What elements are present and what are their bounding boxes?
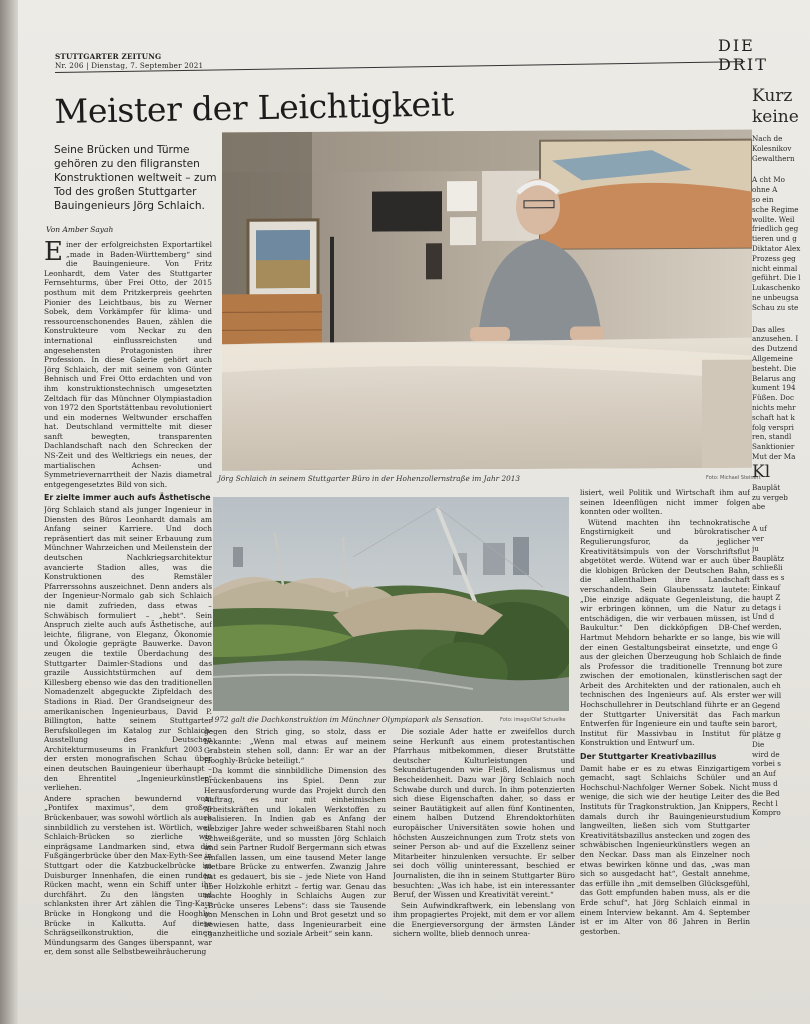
paper-name: STUTTGARTER ZEITUNG <box>55 52 162 61</box>
subheading: Er zielte immer auch aufs Ästhetische <box>44 493 211 503</box>
right-column-line: Die <box>752 739 765 749</box>
right-column-line: auch eh <box>752 681 781 690</box>
portrait-photo-drawing <box>222 130 752 471</box>
right-column-line: barort, <box>752 720 778 730</box>
right-column-line: tieren und g <box>752 234 797 244</box>
paragraph: Die soziale Ader hatte er zweifellos durch seine Herkunft aus einem protestantischen Pfarrhaus mitbekommen, dieser Brutstätte deutscher Kulturleistungen und Sekundärtugenden wie Fleiß, Idealismus und Bescheidenheit. Dazu war Jörg Schlaich noch Schwabe durch und durch. In ihm potenzierten sich diese Eigenschaften daher, so dass er seiner Bautätigkeit auf allen fünf Kontinenten, einem halben Dutzend Ehrendoktorhüten europäischer Universitäten sowie hohen und höchsten Auszeichnungen zum Trotz stets von seiner Person ab- und auf die Exzellenz seiner Mitarbeiter hinzulenken versuchte. Er selber sei doch völlig uninteressant, beschied er Journalisten, die ihn in seinem Stuttgarter Büro besuchten: „Was ich habe, ist ein interessanter Beruf, der Wissen und Kreativität vereint.“ <box>393 727 575 900</box>
portrait-caption: Jörg Schlaich in seinem Stuttgarter Büro in der Hohenzollernstraße im Jahr 2013 <box>218 474 521 483</box>
article-column-1 <box>44 240 212 1015</box>
stadium-credit: Foto: imago/Olaf Schuelke <box>500 717 566 723</box>
right-column-line: Recht l <box>752 798 778 808</box>
article-column-4 <box>580 488 750 1018</box>
right-column-line: enge G <box>752 641 778 651</box>
right-column-line: an Auf <box>752 769 776 779</box>
paragraph-text: iner der erfolgreichsten Exportartikel „made in Baden-Württemberg“ sind die Bauingenieure. Von Fritz Leonhardt, dem Vater des Stuttgarter Fernsehturms, über Frei Otto, der 2015 posthum mit dem Pritzkerpreis geehrten Pionier des Leichtbaus, bis zu Werner Sobek, dem Vorkämpfer für klima- und ressourcenschonendes Bauen, zählen die Konstrukteure vom Neckar zu den international einflussreichsten und angesehensten Protagonisten ihrer Profession. In diese Galerie gehört auch Jörg Schlaich, der mit seinem von Günter Behnisch und Frei Otto erdachten und von ihm konstruktionstechnisch umgesetzten Zeltdach für das Münchner Olympiastadion von 1972 den Sportstättenbau revolutioniert und ein modernes Weltwunder erschaffen hat. Deutschland vermittelte mit dieser sanft bewegten, transparenten Dachlandschaft nach den Schrecken der NS-Zeit und des Weltkriegs ein neues, der martialischen Achsen- und Symmetrievernarrtheit der Nazis diametral entgegengesetztes Bild von sich. <box>44 240 212 489</box>
right-column-line: sche Regime <box>752 204 799 214</box>
paragraph: Jörg Schlaich stand als junger Ingenieur in Diensten des Büros Leonhardt damals am Anfang seiner Karriere. Und doch repräsentiert das mit seiner Erbauung zum Münchner Wahrzeichen und Meilenstein der deutschen Nachkriegsarchitektur avancierte Stadion alles, was die Konstruktionen des Remstäler Pfarrerssohns auszeichnet. Denn anders als der Ingenieur-Normalo gab sich Schlaich nie damit zufrieden, dass etwas – Schwäbisch formuliert – „hebt“. Sein Anspruch zielte auch aufs Ästhetische, auf leichte, filigrane, von Eleganz, Ökonomie und Ökologie geprägte Bauwerke. Davon zeugen die textile Überdachung des Stuttgarter Daimler-Stadions und das grazile Aussichtstürmchen auf dem Killesberg ebenso wie das den traditionellen Nomadenzelt abgeguckte Zipfeldach des Stadions in Riad. Der Grandseigneur des amerikanischen Ingenieurbaus, David P. Billington, hatte seinem Stuttgarter Berufskollegen im Katalog zur Schlaich-Ausstellung des Deutschen Architekturmuseums in Frankfurt 2003 – der ersten monografischen Schau über einen deutschen Bauingenieur überhaupt – den Ehrentitel „Ingenieurkünstler“ verliehen. <box>44 505 212 793</box>
paragraph <box>44 240 212 489</box>
next-section-title: DIE DRIT <box>718 36 768 74</box>
right-column-line: die Bed <box>752 788 780 798</box>
right-column-line: wer will <box>752 690 782 700</box>
right-column-line: schaft hat k <box>752 412 795 422</box>
right-column-line: Diktator Alex <box>752 244 801 253</box>
right-column-line: A uf <box>752 524 767 534</box>
right-column-line: muss d <box>752 779 778 788</box>
right-column-line: werden, <box>752 622 782 632</box>
right-column-line: ju <box>752 543 759 553</box>
right-column-line: dass es s <box>752 573 785 583</box>
right-column-line: zu vergeb <box>752 492 788 502</box>
right-column-line: anzusehen. I <box>752 334 799 344</box>
right-column-line: nicht einmal <box>752 263 798 273</box>
masthead <box>55 52 203 70</box>
paragraph: Andere sprachen bewundernd vom „Pontifex maximus“, dem großen Brückenbauer, was sowohl wörtlich als auch sinnbildlich zu verstehen ist. Wörtlich, weil Schlaich-Brücken so zierliche wie einprägsame Landmarken sind, etwa die Fußgängerbrücke über den Max-Eyth-See in Stuttgart oder die Katzbuckelbrücke im Duisburger Innenhafen, die einen runden Rücken macht, wenn ein Schiff unter ihr durchfährt. Zu den längsten und schlanksten ihrer Art zählen die Ting-Kau-Brücke in Hongkong und die Hooghly-Brücke in Kalkutta. Auf diese Schrägseilkonstruktion, die einen Mündungsarm des Ganges überspannt, war er, dem sonst alle Selbstbeweihräucherung <box>44 793 212 957</box>
right-column-line: Belarus ang <box>752 373 796 383</box>
right-column-line: markun <box>752 710 781 720</box>
right-column-line: sagt der <box>752 671 783 681</box>
right-column-line: folg verspri <box>752 422 794 432</box>
article-column-3 <box>393 727 575 1017</box>
right-column-line: Sanktionier <box>752 442 795 452</box>
right-column-line: Kl <box>752 461 771 482</box>
right-column-line: Kurz <box>752 86 793 106</box>
right-column-line: Bauplät <box>752 482 781 492</box>
page-edge-shadow <box>0 0 18 1024</box>
article-byline: Von Amber Sayah <box>46 225 114 234</box>
right-column-line: A cht Mo <box>752 175 785 185</box>
right-column-line: Und d <box>752 612 775 622</box>
paragraph: Sein Aufwindkraftwerk, ein lebenslang von ihm propagiertes Projekt, mit dem er vor allem die Energieversorgung der ärmsten Länder sichern wollte, blieb dennoch unrea- <box>393 900 575 939</box>
right-column-line: Kompro <box>752 808 781 818</box>
stadium-caption: 1972 galt die Dachkonstruktion im Münchner Olympiapark als Sensation. <box>210 715 484 724</box>
right-column-line: Einkauf <box>752 583 781 592</box>
stadium-photo <box>213 497 569 711</box>
adjacent-page-column <box>752 78 810 1024</box>
right-column-line: Allgemeine <box>752 354 793 363</box>
paragraph: gegen den Strich ging, so stolz, dass er bekannte: „Wenn mal etwas auf meinem Grabstein stehen soll, dann: Er war an der Hooghly-Brücke beteiligt.“ <box>204 727 386 765</box>
paragraph: Damit habe er es zu etwas Einzigartigem gemacht, sagt Schlaichs Schüler und Hochschul-Nachfolger Werner Sobek. Nicht wenige, die sich wie der heutige Leiter des Instituts für Tragkonstruktion, Jan Knippers, damals durch ihr Bauingenieurstudium langweilten, ließen sich vom Stuttgarter Kreativitätsbazillus anstecken und zogen des schwäbischen Ingenieurkünstlers wegen an den Neckar. Dass man als Einzelner noch etwas bewirken könne und das, „was man sich so ausgedacht hat“, Gestalt annehme, das erfülle ihn „mit demselben Glücksgefühl, das Gott empfunden haben muss, als er die Erde schuf“, hat Jörg Schlaich einmal in einem Interview bekannt. Am 4. September ist er im Alter von 86 Jahren in Berlin gestorben. <box>580 763 750 936</box>
issue-line: Nr. 206 | Dienstag, 7. September 2021 <box>55 61 204 70</box>
article-headline: Meister der Leichtigkeit <box>54 84 455 131</box>
right-column-line: de finde <box>752 651 782 661</box>
right-column-line: vorbei s <box>752 759 781 769</box>
right-column-line: wollte. Weil <box>752 214 795 224</box>
right-column-line: Das alles <box>752 324 785 334</box>
right-column-line: Nach de <box>752 134 783 143</box>
article-column-2 <box>204 727 386 1017</box>
stadium-photo-drawing <box>213 497 569 711</box>
right-column-line: Füßen. Doc <box>752 393 794 403</box>
right-column-line: kument 194 <box>752 383 796 393</box>
portrait-credit: Foto: Michael Steinert <box>706 475 761 481</box>
portrait-photo <box>222 130 752 471</box>
right-column-line: ren, standl <box>752 432 792 442</box>
right-column-line: des Dutzend <box>752 344 798 354</box>
right-column-line: keine <box>752 107 799 127</box>
drop-cap: E <box>44 240 63 267</box>
right-column-line: abe <box>752 502 766 512</box>
right-column-line: Lukaschenko <box>752 283 800 293</box>
right-column-line: wird de <box>752 749 780 759</box>
right-column-line: haupt Z <box>752 592 781 602</box>
right-column-line: so ein <box>752 195 774 204</box>
right-column-line: Gegend <box>752 700 781 710</box>
paragraph: lisiert, weil Politik und Wirtschaft ihm auf seinen Ideenflügen nicht immer folgen konnten oder wollten. <box>580 488 750 517</box>
paragraph: Wütend machten ihn technokratische Engstirnigkeit und bürokratischer Regulierungsfuror, da jeglicher Kreativitätsimpuls von der Vorschriftsflut abgetötet werde. Wütend war er auch über die klobigen Brücken der Deutschen Bahn, die allenthalben ihre Landschaft verschandeln. Sein Glaubenssatz lautete: „Die einzige adäquate Gegenleistung, die wir erbringen können, um die Natur zu entschädigen, die wir verbauen müssen, ist Baukultur.“ Den dickköpfigen DB-Chef Hartmut Mehdorn beharkte er so lange, bis der einen Gestaltungsbeirat einsetzte, und aus der gleichen Überzeugung hob Schlaich als Professor die traditionelle Trennung zwischen der emotionalen, künstlerischen Arbeit des Architekten und der rationalen, technischen des Ingenieurs auf. Als erster Hochschullehrer in Deutschland führte er an der Stuttgarter Universität das Fach Entwerfen für Ingenieure ein und taufte sein Institut für Massivbau in Institut für Konstruktion und Entwurf um. <box>580 517 750 748</box>
right-column-line: plätze g <box>752 730 781 739</box>
right-column-line: ohne A <box>752 185 778 195</box>
right-column-line: bot zure <box>752 661 783 671</box>
article-standfirst: Seine Brücken und Türme gehören zu den filigransten Konstruktionen weltweit – zum Tod des großen Stuttgarter Bauingenieurs Jörg Schlaich. <box>54 144 217 212</box>
right-column-line: friedlich geg <box>752 224 799 234</box>
subheading: Der Stuttgarter Kreativbazillus <box>580 752 717 762</box>
right-column-line: ver <box>752 534 764 543</box>
right-column-line: besteht. Die <box>752 363 797 373</box>
right-column-line: Kolesnikov <box>752 143 792 153</box>
right-column-line: ne unbeugsa <box>752 293 799 302</box>
paragraph: Da kommt die sinnbildliche Dimension des Brückenbauens ins Spiel. Denn zur Herausforderung wurde das Projekt durch den Auftrag, es nur mit einheimischen Arbeitskräften und lokalen Werkstoffen zu realisieren. In Indien gab es Anfang der siebziger Jahre weder schweißbaren Stahl noch Schweißgeräte, und so mussten Jörg Schlaich und sein Partner Rudolf Bergermann sich etwas einfallen lassen, um eine tausend Meter lange nietbare Brücke zu entwerfen. Zwanzig Jahre hat es gedauert, bis sie – jede Niete von Hand über Holzkohle erhitzt – fertig war. Genau das machte Hooghly in Schlaichs Augen zur „Brücke unseres Lebens“: dass sie Tausende von Menschen in Lohn und Brot gesetzt und so bewiesen hatte, dass Ingenieurarbeit eine „ganzheitliche und soziale Arbeit“ sein kann. <box>204 766 386 939</box>
right-column-line: Gewalthern <box>752 153 795 163</box>
right-column-line: Mut der Ma <box>752 452 796 461</box>
right-column-line: Schau zu ste <box>752 302 799 312</box>
right-column-line: wie will <box>752 632 781 641</box>
right-column-line: detags i <box>752 602 781 612</box>
right-column-line: geführt. Die l <box>752 273 801 283</box>
right-column-line: nichts mehr <box>752 403 796 412</box>
right-column-line: Prozess geg <box>752 253 796 263</box>
right-column-line: Bauplätz <box>752 553 785 563</box>
right-column-line: schließli <box>752 563 783 573</box>
